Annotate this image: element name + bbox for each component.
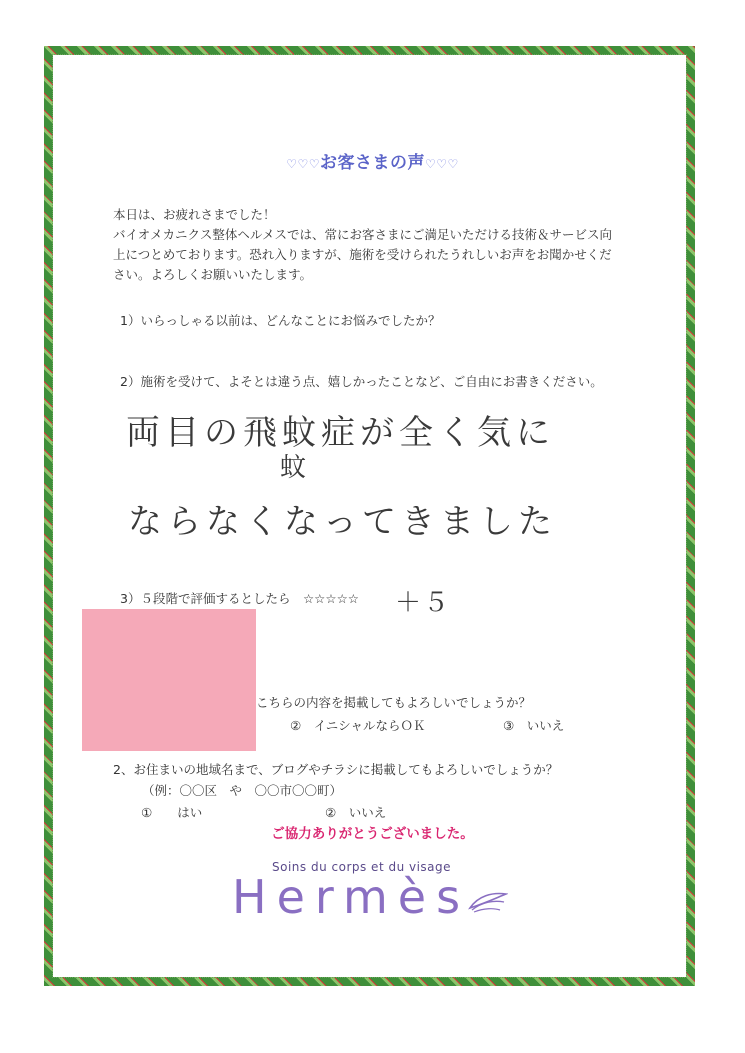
hearts-left-icon: ♡♡♡ [286,157,320,171]
intro-line-4: さい。よろしくお願いいたします。 [113,267,313,282]
intro-line-1: 本日は、お疲れさまでした！ [113,207,276,222]
title-text: お客さまの声 [320,153,425,173]
redaction-sticker [82,609,256,751]
logo-tagline: Soins du corps et du visage [272,860,452,874]
wing-icon [468,888,508,916]
consent-2-option-2: ② いいえ [325,805,387,820]
consent-2-example: （例：〇〇区 や 〇〇市〇〇町） [142,783,343,798]
thanks-message: ご協力ありがとうございました。 [271,826,474,842]
consent-question-1: こちらの内容を掲載してもよろしいでしょうか？ [256,695,532,710]
consent-1-option-2: ② イニシャルならＯＫ [290,718,426,733]
question-1: 1）いらっしゃる以前は、どんなことにお悩みでしたか？ [120,313,441,328]
page-title [0,148,745,173]
hearts-right-icon: ♡♡♡ [425,157,459,171]
consent-question-2: 2、お住まいの地域名まで、ブログやチラシに掲載してもよろしいでしょうか？ [113,762,559,777]
answer-2-line-1: 両目の飛蚊症が全く気に [126,413,555,453]
hermes-logo: Hermès [232,870,471,924]
answer-2-line-2: ならなくなってきました [128,502,557,542]
intro-line-2: バイオメカニクス整体ヘルメスでは、常にお客さまにご満足いただける技術＆サービス向 [113,227,613,242]
intro-line-3: 上につとめております。恐れ入りますが、施術を受けられたうれしいお声をお聞かせくだ [113,247,612,262]
consent-2-option-1: ① はい [141,805,203,820]
answer-3-rating: ＋５ [395,588,452,618]
answer-2-correction: 蚊 [280,453,309,483]
consent-1-option-3: ③ いいえ [503,718,565,733]
question-3: 3）５段階で評価するとしたら ☆☆☆☆☆ [120,591,359,606]
question-2: 2）施術を受けて、よそとは違う点、嬉しかったことなど、ご自由にお書きください。 [120,374,603,389]
